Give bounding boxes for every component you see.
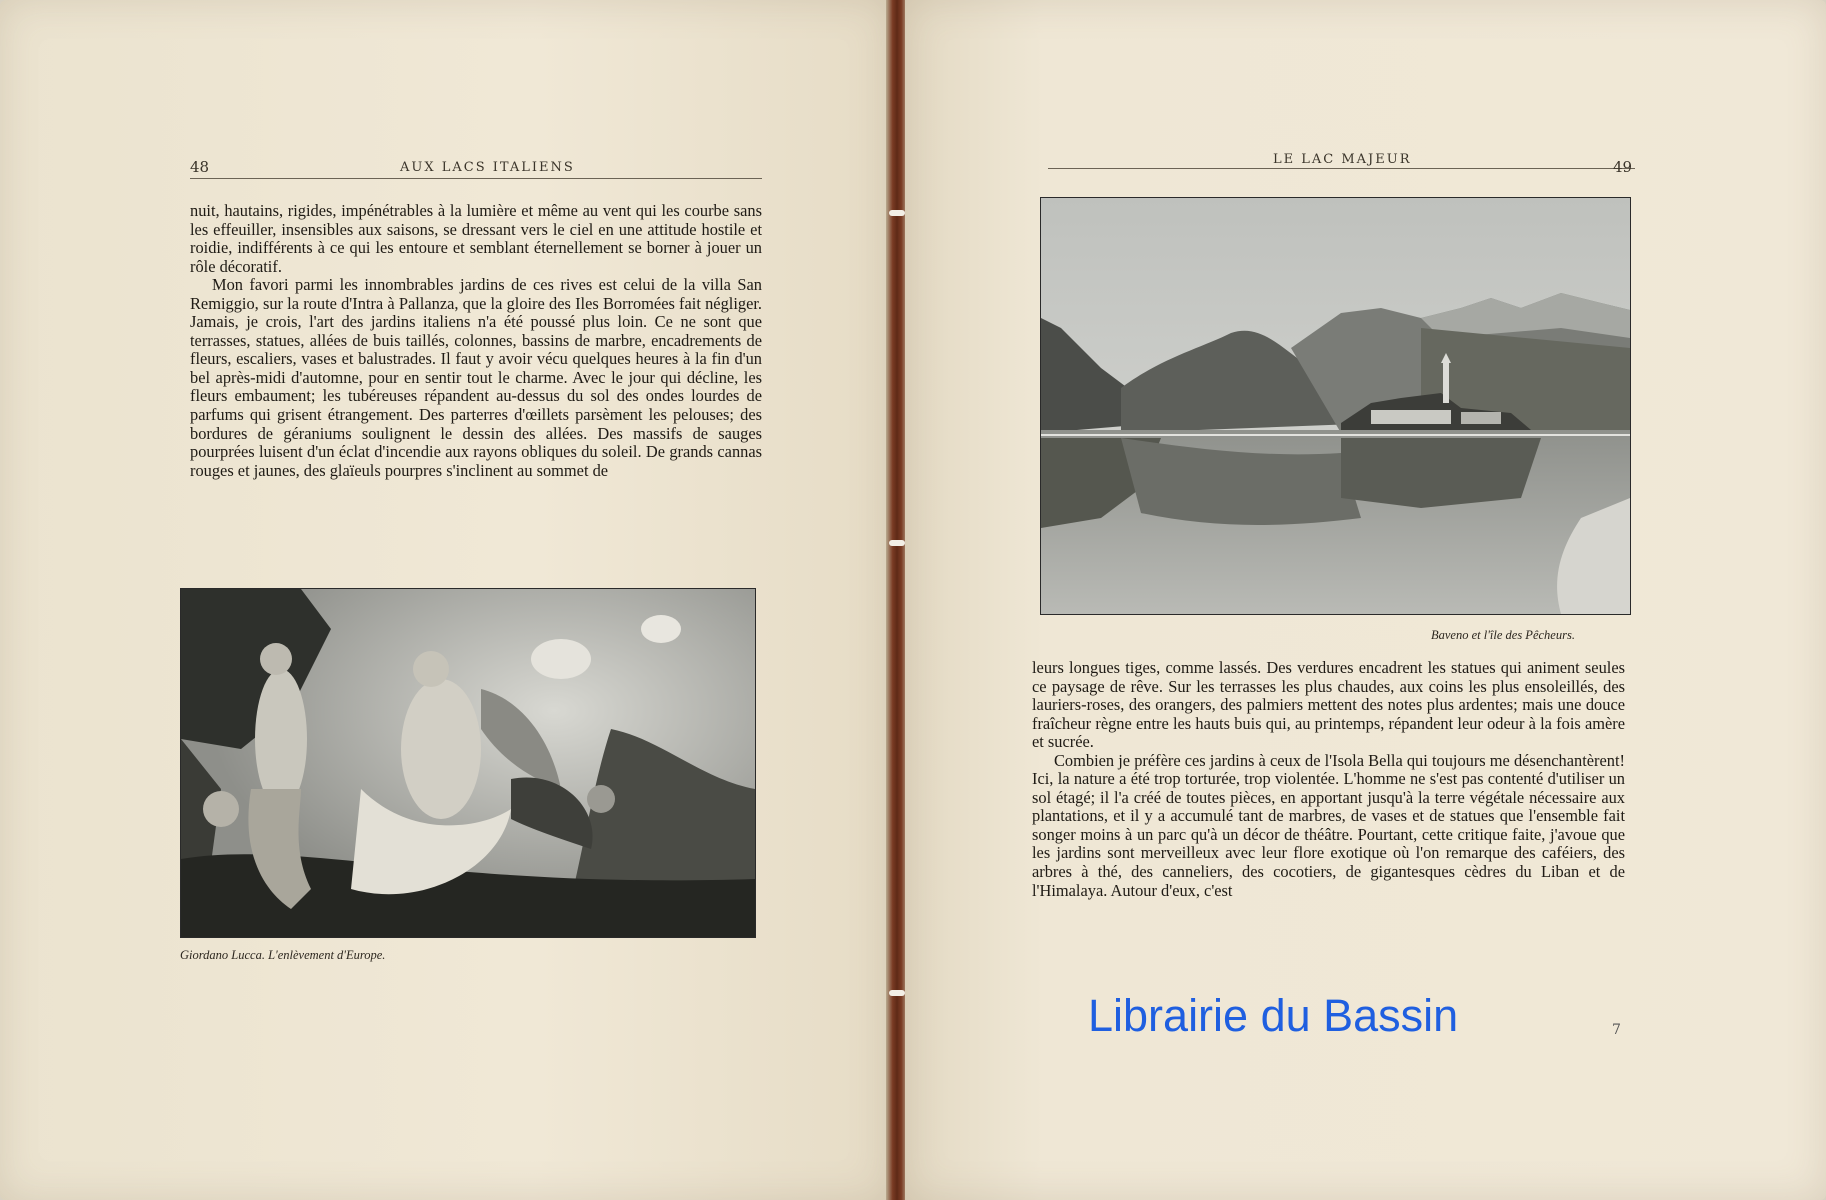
right-paragraph-2: Combien je préfère ces jardins à ceux de l'Isola Bella qui toujours me désenchantèrent! Ici, la nature a été trop torturée, trop violentée. L'homme ne s'est pas contenté d'utiliser un sol étagé; il l'a créé de toutes pièces, en apportant jusqu'à la terre végétale nécessaire aux plantations, et il y a accumulé tant de marbres, de vases et de statues que l'ensemble fait songer moins à un parc qu'à un décor de théâtre. Pourtant, cette critique faite, j'avoue que les jardins sont merveilleux avec leur flore exotique où l'on remarque des caféiers, des arbres à thé, des canneliers, des cocotiers, de gigantesques cèdres du Liban et de l'Himalaya. Autour d'eux, c'est: [1032, 750, 1625, 900]
left-paragraph-2: Mon favori parmi les innombrables jardins de ces rives est celui de la villa San Remiggio, sur la route d'Intra à Pallanza, que la gloire des Iles Borromées fait négliger. Jamais, je crois, l'art des jardins italiens n'a été poussé plus loin. Ce ne sont que terrasses, statues, allées de buis taillés, colonnes, bassins de marbre, encadrements de fleurs, escaliers, vases et balustrades. Il faut y avoir vécu quelques heures à la fin d'un bel après-midi d'automne, pour en sentir tout le charme. Avec le jour qui décline, les fleurs embaument; les tubéreuses répandent au-dessus du sol des ondes lourdes de parfums qui grisent étrangement. Des parterres d'œillets parsèment les pelouses; des bordures de géraniums soulignent le dessin des allées. Des massifs de sauges pourprées luisent d'un éclat d'incendie aux rayons obliques du soleil. De grands cannas rouges et jaunes, des glaïeuls pourpres s'inclinent au sommet de: [190, 275, 762, 480]
right-running-head: LE LAC MAJEUR: [1273, 152, 1412, 167]
left-paragraph-1: nuit, hautains, rigides, impénétrables à la lumière et même au vent qui les courbe sans les effeuiller, insensibles aux saisons, se dressant vers le ciel en une attitude hostile et roidie, indifférents à ce qui les entoure et semblant éternellement se borner à jouer un rôle décoratif.: [190, 201, 762, 276]
right-caption: Baveno et l'île des Pêcheurs.: [1431, 628, 1575, 642]
signature-mark: 7: [1612, 1022, 1621, 1038]
binding-stitch: [889, 210, 905, 216]
right-folio: 49: [1613, 158, 1633, 176]
right-paragraph-1: leurs longues tiges, comme lassés. Des verdures encadrent les statues qui animent seules ce paysage de rêve. Sur les terrasses les plus chaudes, aux coins les plus ensoleillés, des lauriers-roses, des orangers, des palmiers mettent des notes plus ardentes; mais une douce fraîcheur règne entre les hauts buis qui, au printemps, répandent leur odeur à la fois amère et sucrée.: [1032, 658, 1625, 752]
left-caption: Giordano Lucca. L'enlèvement d'Europe.: [180, 948, 386, 962]
binding-stitch: [889, 990, 905, 996]
left-page: [0, 0, 888, 1200]
bookseller-watermark: Librairie du Bassin: [1088, 990, 1459, 1041]
binding-stitch: [889, 540, 905, 546]
lake-photo-image: [1041, 198, 1630, 614]
right-head-rule: [1048, 168, 1635, 169]
left-head-rule: [190, 178, 762, 179]
lake-photo-plate: [1040, 197, 1631, 615]
right-text-block: [1032, 659, 1625, 900]
left-text-block: [190, 202, 762, 480]
europa-painting-image: [181, 589, 755, 937]
left-folio: 48: [190, 158, 210, 176]
left-running-head: AUX LACS ITALIENS: [400, 160, 575, 175]
painting-plate: [180, 588, 756, 938]
